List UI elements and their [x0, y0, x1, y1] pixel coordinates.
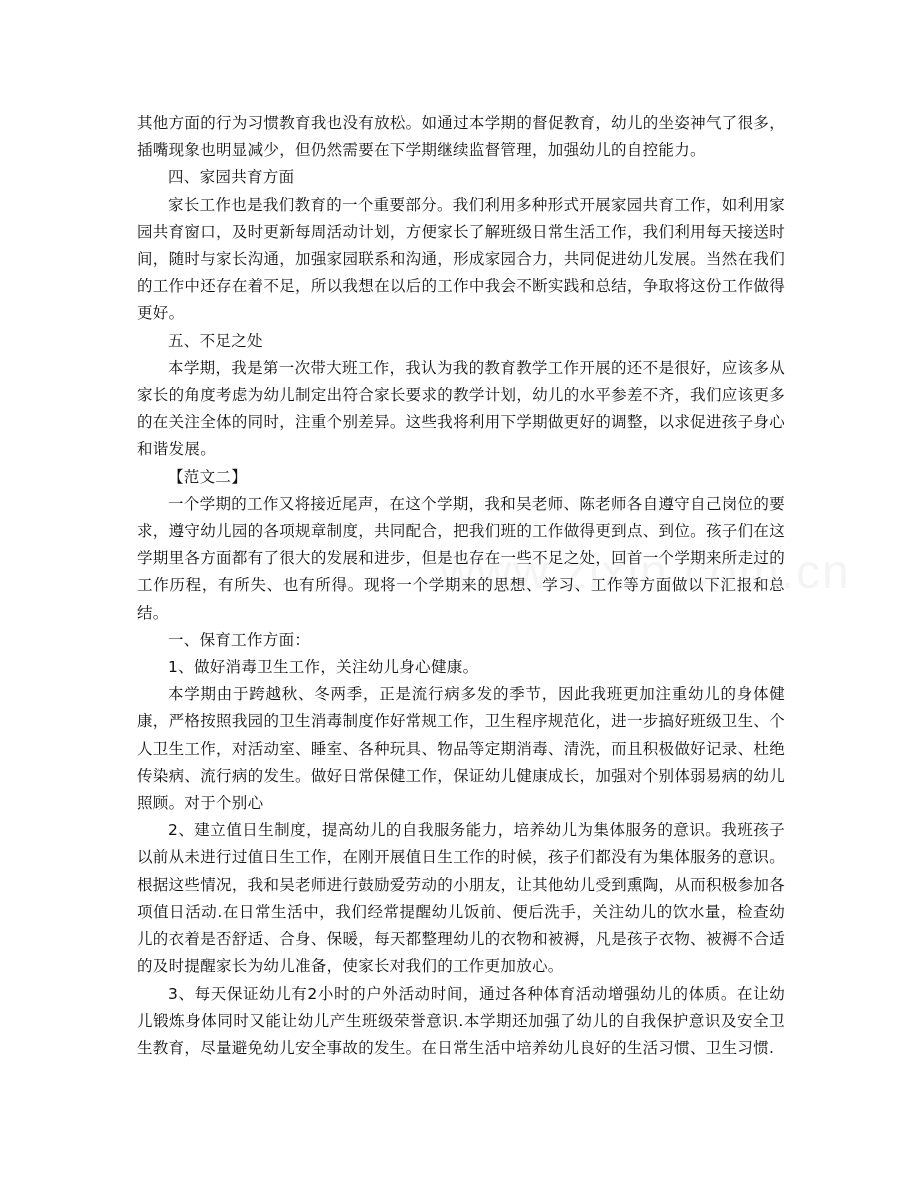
- section-heading-family: 四、家园共育方面: [168, 168, 295, 187]
- paragraph-disinfection: 本学期由于跨越秋、冬两季，正是流行病多发的季节，因此我班更加注重幼儿的身体健康，严格按照我园的卫生消毒制度作好常规工作，卫生程序规范化，进一步搞好班级卫生、个人卫生工作，对活动室、睡室、各种玩具、物品等定期消毒、清洗，而且积极做好记录、杜绝传染病、流行病的发生。做好日常保健工作，保证幼儿健康成长，加强对个别体弱易病的幼儿照顾。对于个别心: [137, 685, 785, 813]
- paragraph-family-cooperation: 家长工作也是我们教育的一个重要部分。我们利用多种形式开展家园共育工作，如利用家园共育窗口，及时更新每周活动计划，方便家长了解班级日常生活工作，我们利用每天接送时间，随时与家长沟通，加强家园联系和沟通，形成家园合力，共同促进幼儿发展。当然在我们的工作中还存在着不足，所以我想在以后的工作中我会不断实践和总结，争取将这份工作做得更好。: [137, 195, 785, 323]
- section-heading-care: 一、保育工作方面：: [168, 630, 311, 649]
- paragraph-continued: 其他方面的行为习惯教育我也没有放松。如通过本学期的督促教育，幼儿的坐姿神气了很多，插嘴现象也明显减少，但仍然需要在下学期继续监督管理，加强幼儿的自控能力。: [137, 114, 785, 160]
- paragraph-intro: 一个学期的工作又将接近尾声，在这个学期，我和吴老师、陈老师各自遵守自己岗位的要求，遵守幼儿园的各项规章制度，共同配合，把我们班的工作做得更到点、到位。孩子们在这学期里各方面都有了很大的发展和进步，但是也存在一些不足之处，回首一个学期来所走过的工作历程，有所失、也有所得。现将一个学期来的思想、学习、工作等方面做以下汇报和总结。: [137, 494, 785, 622]
- paragraph-duty-system: 2、建立值日生制度，提高幼儿的自我服务能力，培养幼儿为集体服务的意识。我班孩子以前从未进行过值日生工作，在刚开展值日生工作的时候，孩子们都没有为集体服务的意识。根据这些情况，我和吴老师进行鼓励爱劳动的小朋友，让其他幼儿受到熏陶，从而积极参加各项值日活动.在日常生活中，我们经常提醒幼儿饭前、便后洗手，关注幼儿的饮水量，检查幼儿的衣着是否舒适、合身、保暖，每天都整理幼儿的衣物和被褥，凡是孩子衣物、被褥不合适的及时提醒家长为幼儿准备，使家长对我们的工作更加放心。: [137, 821, 785, 976]
- section-heading-shortfall: 五、不足之处: [168, 331, 263, 350]
- sample-heading: 【范文二】: [168, 467, 248, 486]
- document-body: [137, 110, 785, 1062]
- paragraph-shortfall: 本学期，我是第一次带大班工作，我认为我的教育教学工作开展的还不是很好，应该多从家长的角度考虑为幼儿制定出符合家长要求的教学计划，幼儿的水平参差不齐，我们应该更多的在关注全体的同时，注重个别差异。这些我将利用下学期做更好的调整，以求促进孩子身心和谐发展。: [137, 358, 785, 459]
- item-heading-disinfection: 1、做好消毒卫生工作，关注幼儿身心健康。: [168, 658, 479, 677]
- paragraph-outdoor-activity: 3、每天保证幼儿有2小时的户外活动时间，通过各种体育活动增强幼儿的体质。在让幼儿锻炼身体同时又能让幼儿产生班级荣誉意识.本学期还加强了幼儿的自我保护意识及安全卫生教育，尽量避免幼儿安全事故的发生。在日常生活中培养幼儿良好的生活习惯、卫生习惯.: [137, 984, 785, 1057]
